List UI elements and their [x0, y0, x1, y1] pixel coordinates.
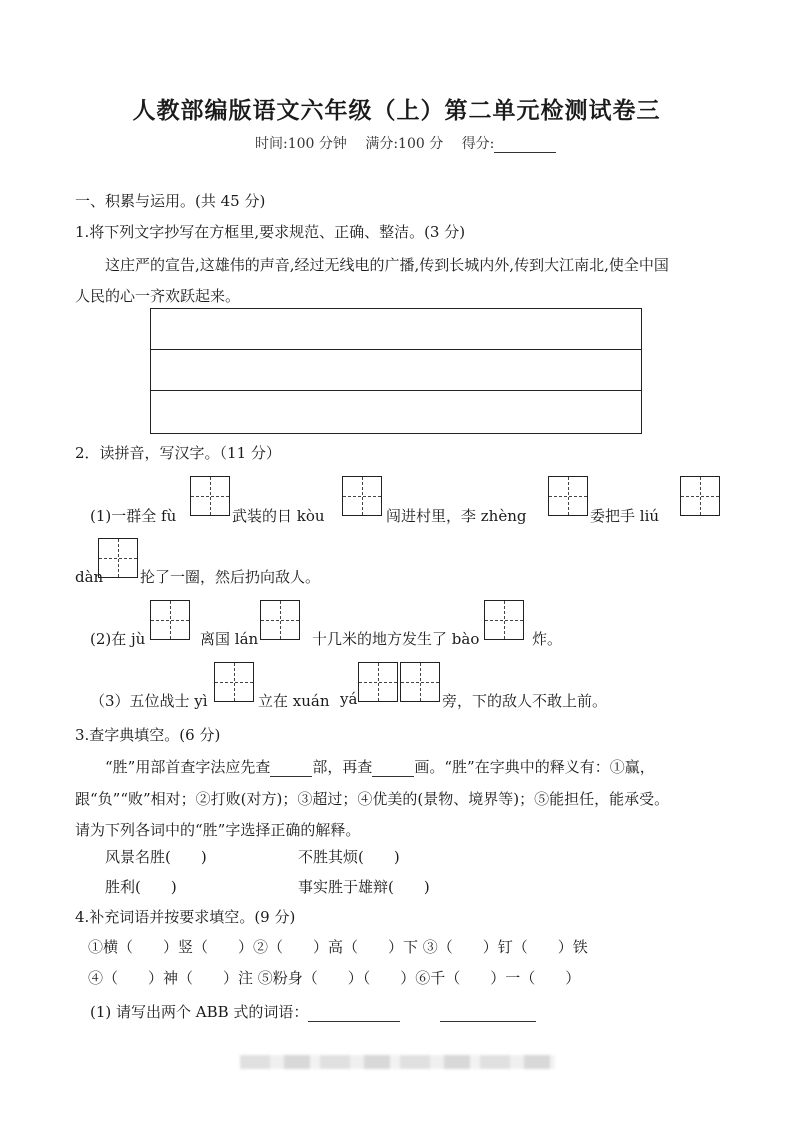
- q2-s1-text-b: 武装的日 kòu: [232, 507, 325, 525]
- q4-sub1: [90, 1001, 536, 1022]
- q3-item2: 不胜其烦( ): [298, 848, 400, 866]
- q3-prompt: 3.查字典填空。(6 分): [75, 726, 221, 744]
- q2-s2-text-a: (2)在 jù: [90, 630, 146, 648]
- tian-grid-box[interactable]: [548, 476, 588, 516]
- section1-heading: 一、积累与运用。(共 45 分): [75, 192, 266, 210]
- tian-grid-box[interactable]: [400, 662, 440, 702]
- q2-s1-text-d: 委把手 liú: [590, 507, 660, 525]
- q2-s3-text-b: 立在 xuán: [258, 692, 330, 710]
- footer-watermark: [240, 1055, 555, 1069]
- q2-s3-text-a: （3）五位战士 yì: [90, 692, 208, 710]
- tian-grid-box[interactable]: [98, 538, 138, 578]
- score-blank[interactable]: [494, 152, 556, 153]
- tian-grid-box[interactable]: [358, 662, 398, 702]
- q1-prompt: 1.将下列文字抄写在方框里,要求规范、正确、整洁。(3 分): [75, 223, 466, 241]
- writing-row[interactable]: [151, 350, 641, 391]
- abb-word-blank-2[interactable]: [440, 1021, 536, 1022]
- q1-text-line1: 这庄严的宣告,这雄伟的声音,经过无线电的广播,传到长城内外,传到大江南北,使全中国: [105, 256, 669, 274]
- q4-sub1-label: (1) 请写出两个 ABB 式的词语：: [90, 1003, 309, 1021]
- abb-word-blank-1[interactable]: [308, 1021, 400, 1022]
- q3-line1-c: 画。“胜”在字典中的释义有：①赢，: [414, 758, 655, 776]
- time-info: 时间:100 分钟: [255, 136, 347, 152]
- tian-grid-box[interactable]: [260, 600, 300, 640]
- page-title: 人教部编版语文六年级（上）第二单元检测试卷三: [132, 97, 661, 124]
- radical-blank[interactable]: [270, 776, 312, 777]
- q2-s3-text-c: yá: [340, 690, 358, 708]
- full-score-info: 满分:100 分: [365, 136, 444, 152]
- q3-line3: 请为下列各词中的“胜”字选择正确的解释。: [75, 821, 361, 839]
- q4-line1: ①横（ ）竖（ ）②（ ）高（ ）下 ③（ ）钉（ ）铁: [88, 938, 588, 956]
- q4-line2: ④（ ）神（ ）注 ⑤粉身（ ）（ ）⑥千（ ）一（ ）: [88, 969, 581, 987]
- tian-grid-box[interactable]: [484, 600, 524, 640]
- tian-grid-box[interactable]: [342, 476, 382, 516]
- q3-line1-b: 部，再查: [312, 758, 373, 776]
- exam-info: [255, 133, 570, 153]
- q3-item3: 胜利( ): [105, 878, 177, 896]
- q2-s3-text-d: 旁，下的敌人不敢上前。: [442, 692, 608, 710]
- tian-grid-box[interactable]: [680, 476, 720, 516]
- q2-prompt: 2．读拼音，写汉字。（11 分）: [75, 444, 281, 462]
- q2-s2-text-b: 离国 lán: [200, 630, 259, 648]
- q2-s1-text-f: 抡了一圈，然后扔向敌人。: [140, 568, 321, 586]
- score-label: 得分:: [461, 136, 495, 152]
- tian-grid-box[interactable]: [150, 600, 190, 640]
- stroke-count-blank[interactable]: [372, 776, 414, 777]
- tian-grid-box[interactable]: [190, 476, 230, 516]
- q2-s1-text-a: (1)一群全 fù: [90, 507, 177, 525]
- q3-item1: 风景名胜( ): [105, 848, 207, 866]
- q3-line1: [105, 756, 655, 777]
- q2-s2-text-c: 十几米的地方发生了 bào: [312, 630, 480, 648]
- q4-prompt: 4.补充词语并按要求填空。(9 分): [75, 908, 296, 926]
- copy-writing-box[interactable]: [150, 308, 642, 434]
- writing-row[interactable]: [151, 309, 641, 350]
- q3-line2: 跟“负”“败”相对；②打败(对方)；③超过；④优美的(景物、境界等)；⑤能担任，能承受。: [75, 790, 670, 808]
- q2-s1-text-c: 闯进村里，李 zhèng: [386, 507, 527, 525]
- q2-s2-text-d: 炸。: [532, 630, 563, 648]
- tian-grid-box[interactable]: [214, 662, 254, 702]
- q3-line1-a: “胜”用部首查字法应先查: [105, 758, 271, 776]
- q3-item4: 事实胜于雄辩( ): [298, 878, 430, 896]
- writing-row[interactable]: [151, 391, 641, 432]
- q1-text-line2: 人民的心一齐欢跃起来。: [75, 287, 241, 305]
- q2-s1-text-e: dàn: [75, 568, 104, 586]
